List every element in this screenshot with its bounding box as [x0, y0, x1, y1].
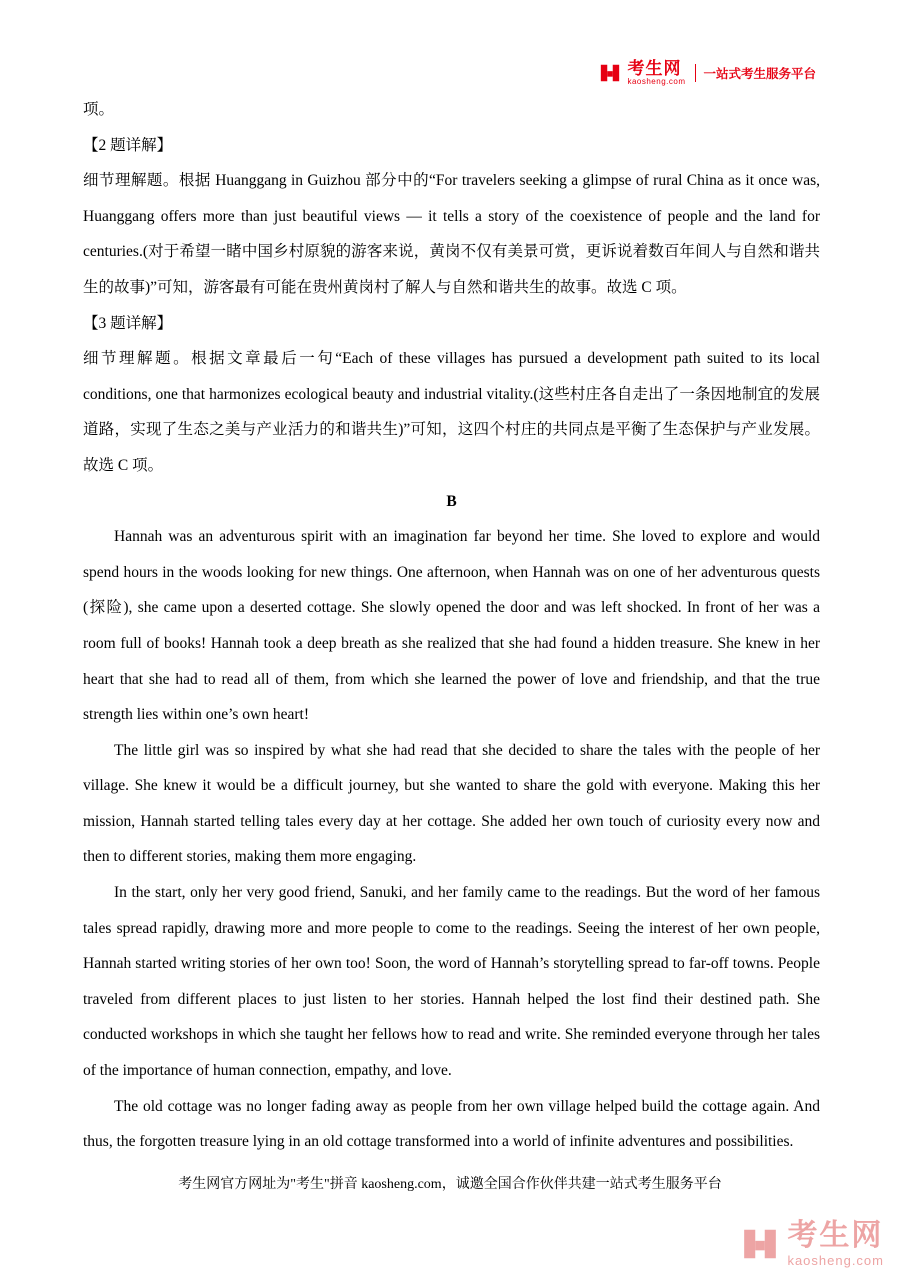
document-content [83, 92, 820, 1160]
logo-tagline: 一站式考生服务平台 [695, 64, 816, 82]
section-label-b: B [446, 492, 457, 510]
passage-paragraph-2: The little girl was so inspired by what she had read that she decided to share the tales with the people of her village. She knew it would be a difficult journey, but she wanted to share the gold with everyone. Making this her mission, Hannah started telling tales every day at her cottage. She added her own touch of curiosity every now and then to different stories, making them more engaging. [83, 741, 820, 866]
watermark-domain-text: kaosheng.com [787, 1253, 884, 1268]
watermark-logo [741, 1221, 884, 1267]
continuation-line: 项。 [83, 101, 115, 118]
footer-note: 考生网官方网址为"考生"拼音 kaosheng.com，诚邀全国合作伙伴共建一站式考生服务平台 [178, 1177, 722, 1192]
logo-text-block [627, 60, 685, 86]
watermark-kaosheng-icon [741, 1225, 779, 1263]
watermark-text-block [787, 1221, 884, 1267]
q2-explanation: 细节理解题。根据 Huanggang in Guizhou 部分中的“For travelers seeking a glimpse of rural China as it once was, Huanggang offers more than just beautiful views — it tells a story of the coexistence of people and the land for centuries.(对于希望一睹中国乡村原貌的游客来说，黄岗不仅有美景可赏，更诉说着数百年间人与自然和谐共生的故事)”可知，游客最有可能在贵州黄岗村了解人与自然和谐共生的故事。故选 C 项。 [83, 172, 820, 296]
watermark-brand-text: 考生网 [787, 1219, 884, 1252]
header-logo [599, 60, 816, 86]
passage-paragraph-1: Hannah was an adventurous spirit with an imagination far beyond her time. She loved to explore and would spend hours in the woods looking for new things. One afternoon, when Hannah was on one of her adventurous quests (探险), she came upon a deserted cottage. She slowly opened the door and was left shocked. In front of her was a room full of books! Hannah took a deep breath as she realized that she had found a hidden treasure. She knew in her heart that she had to read all of them, from which she learned the power of love and friendship, and that the true strength lies within one’s own heart! [83, 528, 820, 724]
q3-explanation: 细节理解题。根据文章最后一句“Each of these villages has pursued a development path suited to its local conditions, one that harmonizes ecological beauty and industrial vitality.(这些村庄各自走出了一条因地制宜的发展道路，实现了生态之美与产业活力的和谐共生)”可知，这四个村庄的共同点是平衡了生态保护与产业发展。故选 C 项。 [83, 350, 820, 474]
q2-heading: 【2 题详解】 [83, 136, 173, 154]
passage-paragraph-3: In the start, only her very good friend, Sanuki, and her family came to the readings. But the word of her famous tales spread rapidly, drawing more and more people to come to the readings. Seeing the interest of her own people, Hannah started writing stories of her own too! Soon, the word of Hannah’s storytelling spread to far-off towns. People traveled from different places to just listen to her stories. Hannah helped the lost find their destined path. She conducted workshops in which she taught her fellows how to read and write. She reminded everyone through her tales of the importance of human connection, empathy, and love. [83, 884, 820, 1080]
kaosheng-logo-icon [599, 62, 621, 84]
logo-domain-text: kaosheng.com [627, 76, 686, 86]
q3-heading: 【3 题详解】 [83, 314, 173, 332]
passage-paragraph-4: The old cottage was no longer fading away as people from her own village helped build the cottage again. And thus, the forgotten treasure lying in an old cottage transformed into a world of infinite adventures and possibilities. [83, 1097, 820, 1151]
logo-brand-text: 考生网 [627, 59, 682, 78]
